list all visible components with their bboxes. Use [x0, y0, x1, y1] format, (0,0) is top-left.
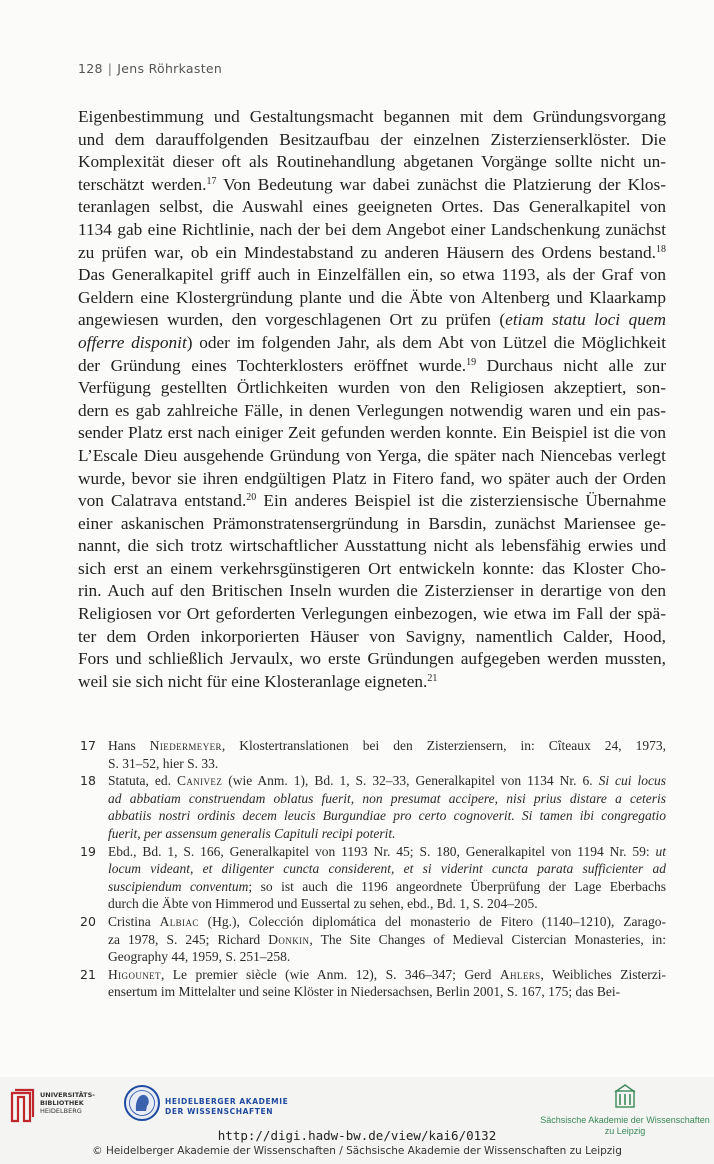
text-run: Geography 44, 1959, S. 251–258.	[108, 949, 291, 965]
text-line: Das Generalkapitel griff auch in Einzelfällen ein, so etwa 1193, als der Graf von	[78, 265, 666, 285]
text-line: L’Escale Dieu ausgehende Gründung von Yerga, die später nach Niencebas verlegt	[78, 445, 666, 465]
author-name: Canivez	[176, 773, 223, 789]
text-line: sender Platz erst nach einiger Zeit gefunden werden konnte. Ein Beispiel ist die von	[78, 423, 666, 443]
saw-building-icon	[614, 1083, 636, 1109]
footnote-reference: 19	[466, 356, 477, 368]
text-run: Ein anderes Beispiel ist die zisterziensische Übernahme	[256, 491, 666, 511]
italic-text: fuerit, per assensum generalis Capituli recipi poterit.	[108, 825, 396, 841]
text-run: ensertum im Mittelalter und seine Klöster in Niedersachsen, Berlin 2001, S. 167, 175; das Bei-	[108, 984, 621, 1000]
running-head-separator: |	[107, 61, 113, 76]
hadw-line: DER WISSENSCHAFTEN	[165, 1106, 274, 1116]
footnote-number: 21	[80, 966, 96, 982]
footnote	[78, 966, 666, 1001]
italic-text: abbatiis nostri ordinis decem leucis Burgundiae pro certo cognoverit. Si tamen ibi congregatio	[108, 808, 666, 824]
text-line: teranlagen selbst, die Auswahl eines geeigneten Ortes. Das Generalkapitel von	[78, 197, 666, 217]
text-line: ter dem Orden inkorporierten Häuser von Savigny, namentlich Calder, Hood,	[78, 626, 666, 646]
italic-text: ut	[655, 843, 666, 859]
footnote	[78, 843, 666, 913]
text-line: dern es gab zahlreiche Fälle, in denen Verlegungen notwendig waren und ein pas-	[78, 400, 666, 420]
footnote-number: 18	[80, 773, 96, 789]
footnote-line	[108, 913, 666, 931]
text-run: , Weibliches Zisterzi-	[540, 966, 666, 982]
hadw-logo-text	[165, 1097, 288, 1116]
footnotes	[78, 737, 666, 1001]
text-run: Cristina	[108, 913, 160, 929]
footnote-line	[108, 755, 666, 773]
italic-text: locum videant, et diligenter cuncta considerent, et si viderint cuncta parata sufficienter ad	[108, 861, 666, 877]
text-line: sich erst an einem verkehrsgünstigeren Ort entwickeln konnte: das Kloster Cho-	[78, 558, 666, 578]
copyright-notice: © Heidelberger Akademie der Wissenschaften / Sächsische Akademie der Wissenschaften zu Leipzig	[92, 1145, 622, 1157]
text-run: Durchaus nicht alle zur	[476, 355, 666, 375]
text-line: Eigenbestimmung und Gestaltungsmacht begannen mit dem Gründungsvorgang	[78, 107, 666, 126]
text-run: ) oder im folgenden Jahr, als dem Abt von Lützel die Möglichkeit	[186, 332, 667, 352]
footnote-number: 19	[80, 843, 96, 859]
author-name: Niedermeyer	[149, 738, 222, 753]
author-name: Higounet	[108, 966, 161, 982]
footnote-number: 20	[80, 913, 96, 929]
footnote-reference: 21	[427, 672, 438, 684]
italic-text: offerre disponit	[78, 332, 187, 352]
footnote-reference: 20	[246, 492, 257, 504]
text-run: weil sie sich nicht für eine Klosteranlage eigneten.	[78, 671, 428, 691]
footnote-line	[108, 895, 666, 913]
footnote-number: 17	[80, 738, 96, 753]
footnote-reference: 18	[656, 243, 666, 255]
text-line	[78, 355, 666, 378]
text-line: Religiosen vor Ort geforderten Verlegungen einbezogen, wie etwa im Fall der spä-	[78, 604, 666, 624]
footnote-line	[108, 878, 666, 896]
body-text	[78, 106, 666, 693]
text-line: wurde, bevor sie ihren endgültigen Platz in Fitero fand, wo später auch der Orden	[78, 468, 666, 488]
text-run: von Calatrava entstand.	[78, 491, 247, 511]
text-line: Verfügung gestellten Örtlichkeiten wurden von den Religiosen akzeptiert, son-	[78, 378, 666, 398]
text-line: 1134 gab eine Richtlinie, nach der bei dem Angebot einer Landschenkung zunächst	[78, 219, 666, 239]
footnote-line	[108, 843, 666, 861]
text-run: terschätzt werden.	[78, 174, 207, 194]
text-run: der Gründung eines Tochterklosters eröffnet wurde.	[78, 355, 467, 375]
ub-line: HEIDELBERG	[40, 1107, 82, 1115]
saw-line: zu Leipzig	[604, 1126, 646, 1136]
hadw-logo[interactable]	[123, 1083, 293, 1127]
author-name: Ahlers	[499, 966, 541, 982]
ub-line: UNIVERSITÄTS-	[40, 1091, 95, 1099]
footnote-line	[108, 983, 666, 1001]
footnote-line	[108, 966, 666, 984]
ub-line: BIBLIOTHEK	[40, 1099, 84, 1107]
text-line: und dem darauffolgenden Besitzaufbau der einzelnen Zisterzienserklöster. Die	[78, 129, 666, 149]
footnote-line	[108, 737, 666, 755]
ub-logo-text	[40, 1091, 95, 1115]
footnote-line	[108, 948, 666, 966]
text-line: nannt, die sich trotz wirtschaftlicher Ausstattung nicht als lebensfähig erwies und	[78, 536, 666, 556]
text-run: Statuta, ed.	[108, 773, 177, 789]
footnote	[78, 737, 666, 772]
text-run: ; so ist auch die 1196 angeordnete Überprüfung der Lage Eberbachs	[248, 878, 666, 894]
text-run: Hans	[108, 738, 150, 753]
text-run: durch die Äbte von Himmerod und Eussertal zu sehen, ebd., Bd. 1, S. 204–205.	[108, 896, 538, 912]
text-line: Fors und schließlich Jervaulx, wo erste Gründungen aufgegeben werden mussten,	[78, 649, 666, 669]
text-run: Von Bedeutung war dabei zunächst die Platzierung der Klos-	[216, 174, 667, 194]
running-head	[78, 61, 222, 76]
text-run: , Klostertranslationen bei den Zisterziensern, in: Cîteaux 24, 1973,	[221, 738, 666, 753]
italic-text: Si cui locus	[598, 773, 666, 789]
text-run: Ebd., Bd. 1, S. 166, Generalkapitel von 1193 Nr. 45; S. 180, Generalkapitel von 1194 Nr. 59:	[108, 843, 656, 859]
footnote-line	[108, 772, 666, 790]
text-line	[78, 242, 666, 265]
text-run: za 1978, S. 245; Richard	[108, 931, 269, 947]
text-line	[78, 490, 666, 513]
text-line: Komplexität dieser oft als Routinehandlung abgetanen Vorgänge sollte nicht un-	[78, 152, 666, 172]
author-name: Albiac	[159, 913, 199, 929]
text-line	[78, 174, 666, 197]
text-run: , Le premier siècle (wie Anm. 12), S. 346–347; Gerd	[160, 966, 500, 982]
italic-text: suscipiendum conventum	[108, 878, 249, 894]
text-line	[78, 671, 666, 694]
footnote	[78, 772, 666, 842]
footnote-line	[108, 931, 666, 949]
footnote-reference: 17	[206, 175, 217, 187]
running-head-author: Jens Röhrkasten	[117, 61, 223, 76]
text-run: (Hg.), Colección diplomática del monasterio de Fitero (1140–1210), Zarago-	[198, 913, 666, 929]
text-line	[78, 332, 666, 355]
ub-logo-icon	[8, 1087, 38, 1127]
permalink-url[interactable]: http://digi.hadw-bw.de/view/kai6/0132	[217, 1128, 497, 1143]
footnote	[78, 913, 666, 966]
text-line	[78, 309, 666, 332]
italic-text: ad abbatiam construendam oblatus fuerit, non presumat accipere, nisi prius distare a ceteris	[108, 790, 666, 806]
page-number: 128	[78, 61, 103, 76]
saw-line: Sächsische Akademie der Wissenschaften	[540, 1115, 710, 1125]
footnote-line	[108, 860, 666, 878]
hadw-line: HEIDELBERGER AKADEMIE	[165, 1097, 289, 1106]
footnote-line	[108, 790, 666, 808]
hadw-seal-icon	[123, 1083, 161, 1123]
text-run: angewiesen wurden, den vorgeschlagenen Ort zu prüfen (	[78, 310, 506, 330]
text-line: Geldern eine Klostergründung plante und die Äbte von Altenberg und Klaarkamp	[78, 287, 666, 307]
author-name: Donkin	[268, 931, 310, 947]
text-run: zu prüfen war, ob ein Mindestabstand zu anderen Häusern des Ordens bestand.	[78, 242, 656, 262]
text-run: S. 31–52, hier S. 33.	[108, 755, 219, 771]
footnote-line	[108, 807, 666, 825]
text-line: rin. Auch auf den Britischen Inseln wurden die Zisterzienser in derartige von den	[78, 581, 666, 601]
text-run: , The Site Changes of Medieval Cistercian Monasteries, in:	[309, 931, 667, 947]
digitization-footer	[0, 1077, 714, 1164]
text-run: (wie Anm. 1), Bd. 1, S. 32–33, Generalkapitel von 1134 Nr. 6.	[222, 773, 599, 789]
italic-text: etiam statu loci quem	[505, 310, 666, 330]
text-line: einer askanischen Prämonstratensergründung in Barsdin, zunächst Mariensee ge-	[78, 513, 666, 533]
ub-heidelberg-logo[interactable]	[8, 1087, 100, 1129]
footnote-line	[108, 825, 666, 843]
